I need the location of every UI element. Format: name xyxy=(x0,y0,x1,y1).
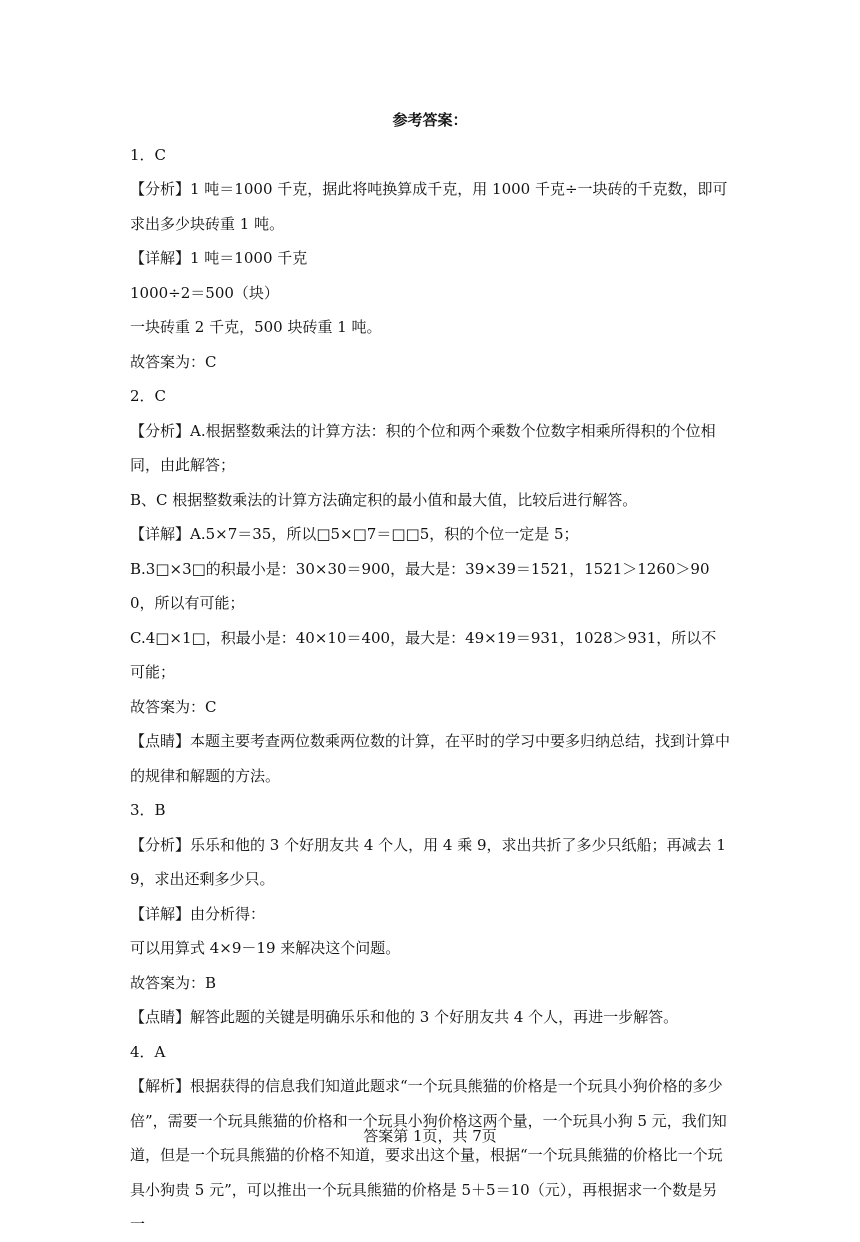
answer-3-formula: 可以用算式 4×9－19 来解决这个问题。 xyxy=(130,939,401,957)
answer-2-comment: 【点睛】本题主要考查两位数乘两位数的计算，在平时的学习中要多归纳总结，找到计算中的规律和解题的方法。 xyxy=(130,732,731,785)
answer-1-analysis: 【分析】1 吨＝1000 千克，据此将吨换算成千克，用 1000 千克÷一块砖的千克数，即可求出多少块砖重 1 吨。 xyxy=(130,180,728,233)
answer-1-final: 故答案为：C xyxy=(130,352,217,371)
page-title: 参考答案： xyxy=(392,111,468,129)
answer-3-comment: 【点睛】解答此题的关键是明确乐乐和他的 3 个好朋友共 4 个人，再进一步解答。 xyxy=(130,1008,679,1026)
answer-2-final: 故答案为：C xyxy=(130,697,217,716)
answer-1-label: 1．C xyxy=(130,145,167,164)
answer-2-label: 2．C xyxy=(130,387,167,405)
answer-2-analysis: 【分析】A.根据整数乘法的计算方法：积的个位和两个乘数个位数字相乘所得积的个位相同，由此解答； xyxy=(130,421,716,474)
answer-1-calc: 1000÷2＝500（块） xyxy=(130,283,279,302)
answer-3-detail: 【详解】由分析得： xyxy=(130,904,266,923)
answer-3-analysis: 【分析】乐乐和他的 3 个好朋友共 4 个人，用 4 乘 9，求出共折了多少只纸船；再减去 19，求出还剩多少只。 xyxy=(130,835,726,888)
answer-2-analysis-bc: B、C 根据整数乘法的计算方法确定积的最小值和最大值，比较后进行解答。 xyxy=(130,490,638,509)
answer-2-detail-a: 【详解】A.5×7＝35，所以□5×□7＝□□5，积的个位一定是 5； xyxy=(130,525,579,543)
answer-3-label: 3．B xyxy=(130,801,166,819)
answer-1-detail: 【详解】1 吨＝1000 千克 xyxy=(130,249,308,267)
answer-2-detail-c: C.4□×1□，积最小是：40×10＝400，最大是：49×19＝931，1028＞931，所以不可能； xyxy=(130,628,717,681)
answer-content xyxy=(130,103,730,1242)
answer-2-detail-b: B.3□×3□的积最小是：30×30＝900，最大是：39×39＝1521，1521＞1260＞900，所以有可能； xyxy=(130,559,710,612)
answer-1-result: 一块砖重 2 千克，500 块砖重 1 吨。 xyxy=(130,318,382,336)
answer-3-final: 故答案为：B xyxy=(130,973,217,992)
answer-4-explanation: 【解析】根据获得的信息我们知道此题求“一个玩具熊猫的价格是一个玩具小狗价格的多少倍”，需要一个玩具熊猫的价格和一个玩具小狗价格这两个量，一个玩具小狗 5 元，我们知道，但是一个玩具熊猫的价格不知道，要求出这个量，根据“一个玩具熊猫的价格比一个玩具小狗贵 5 元”，可以推出一个玩具熊猫的价格是 5＋5＝10（元），再根据求一个数是另一 xyxy=(130,1077,727,1233)
page-footer: 答案第 1页，共 7页 xyxy=(363,1127,497,1145)
answer-4-label: 4．A xyxy=(130,1042,166,1061)
